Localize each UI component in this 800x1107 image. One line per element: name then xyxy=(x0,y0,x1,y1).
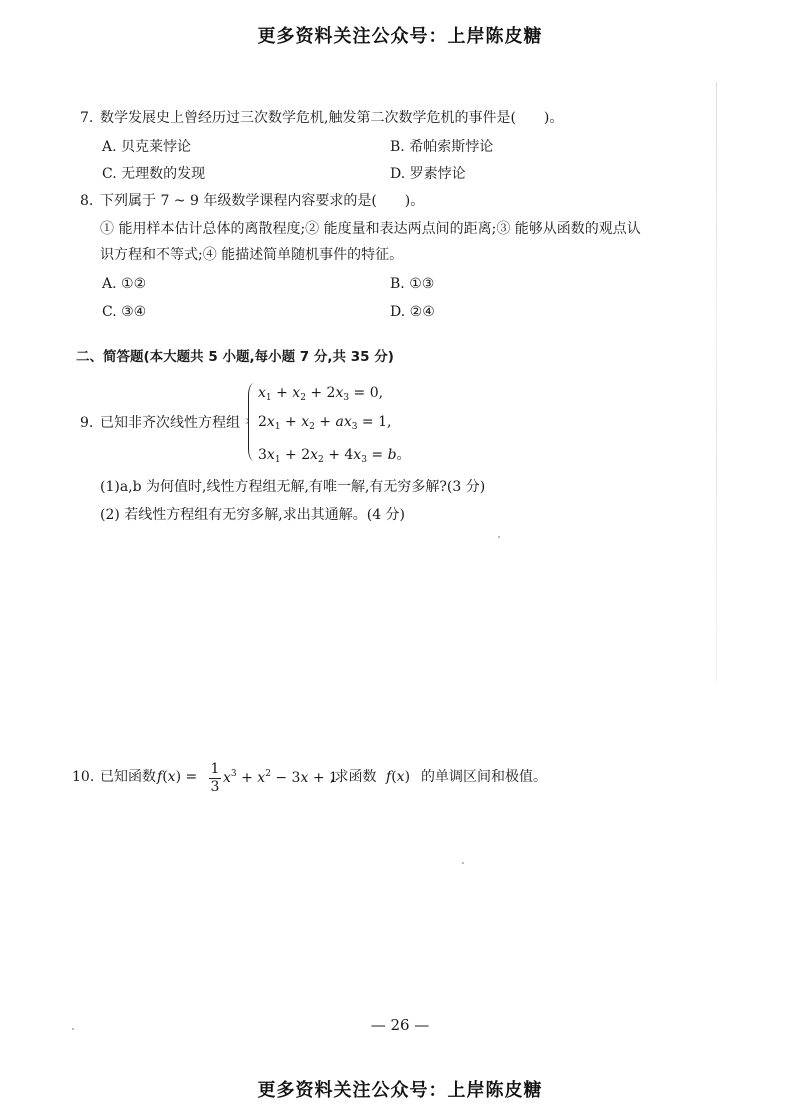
q8-option-a[interactable] xyxy=(102,275,146,293)
option-text: 希帕索斯悖论 xyxy=(409,139,494,155)
equation-row-1: $x_1 + x_2 + 2x_3 = 0$, xyxy=(258,385,384,403)
equation-row-2: $2x_1 + x_2 + ax_3 = 1$, xyxy=(258,414,392,432)
option-label: A. xyxy=(102,276,117,292)
option-label: B. xyxy=(390,139,405,155)
q8-option-d[interactable] xyxy=(390,303,435,321)
function-ref: f(x) xyxy=(386,769,411,785)
question-10-middle: ,求函数 xyxy=(330,769,377,785)
q8-option-c[interactable] xyxy=(102,303,146,321)
scan-speck xyxy=(462,862,464,864)
function-rhs: $x^3 + x^2 - 3x + 1$ xyxy=(223,769,338,786)
option-text: ③④ xyxy=(121,304,147,320)
question-10-ending: 的单调区间和极值。 xyxy=(421,769,547,785)
equation-row-3: $3x_1 + 2x_2 + 4x_3 = b$。 xyxy=(258,447,411,465)
question-10-prefix: 已知函数 xyxy=(100,769,156,785)
option-text: ①③ xyxy=(409,276,435,292)
question-8-number: 8. xyxy=(80,193,94,209)
q7-option-d[interactable] xyxy=(390,165,466,183)
option-label: B. xyxy=(390,276,405,292)
option-label: D. xyxy=(390,166,406,182)
function-lhs: f(x) = xyxy=(157,769,198,785)
question-8-statements-line-1: ① 能用样本估计总体的离散程度;② 能度量和表达两点间的距离;③ 能够从函数的观点认 xyxy=(100,221,641,237)
question-8-statements-line-2: 识方程和不等式;④ 能描述简单随机事件的特征。 xyxy=(100,247,404,263)
scan-edge-line xyxy=(716,82,717,682)
system-brace xyxy=(248,383,255,461)
q7-option-b[interactable] xyxy=(390,138,493,156)
q8-option-b[interactable] xyxy=(390,275,434,293)
option-text: 罗素悖论 xyxy=(409,166,466,182)
question-7-stem: 数学发展史上曾经历过三次数学危机,触发第二次数学危机的事件是( )。 xyxy=(100,110,564,126)
option-label: A. xyxy=(102,139,117,155)
question-10-number: 10. xyxy=(72,769,95,785)
q7-option-a[interactable] xyxy=(102,138,191,156)
question-9-part-1: (1)a,b 为何值时,线性方程组无解,有唯一解,有无穷多解?(3 分) xyxy=(100,479,486,495)
question-9-stem: 已知非齐次线性方程组 xyxy=(100,415,240,431)
question-9-number: 9. xyxy=(80,415,94,431)
page-number: — 26 — xyxy=(370,1016,430,1034)
option-label: C. xyxy=(102,304,117,320)
option-text: ①② xyxy=(121,276,147,292)
bottom-banner: 更多资料关注公众号：上岸陈皮糖 xyxy=(257,1080,543,1101)
fraction-one-third: 1 3 xyxy=(210,761,220,795)
top-banner: 更多资料关注公众号：上岸陈皮糖 xyxy=(257,26,543,47)
option-label: C. xyxy=(102,166,117,182)
option-text: ②④ xyxy=(409,304,435,320)
option-text: 无理数的发现 xyxy=(121,166,206,182)
section-heading: 二、简答题(本大题共 5 小题,每小题 7 分,共 35 分) xyxy=(76,349,394,365)
scan-speck xyxy=(498,536,500,538)
question-8-stem: 下列属于 7 ~ 9 年级数学课程内容要求的是( )。 xyxy=(100,193,425,209)
option-text: 贝克莱悖论 xyxy=(121,139,192,155)
q7-option-c[interactable] xyxy=(102,165,205,183)
question-9-part-2: (2) 若线性方程组有无穷多解,求出其通解。(4 分) xyxy=(100,507,406,523)
option-label: D. xyxy=(390,304,406,320)
question-7-number: 7. xyxy=(80,110,94,126)
